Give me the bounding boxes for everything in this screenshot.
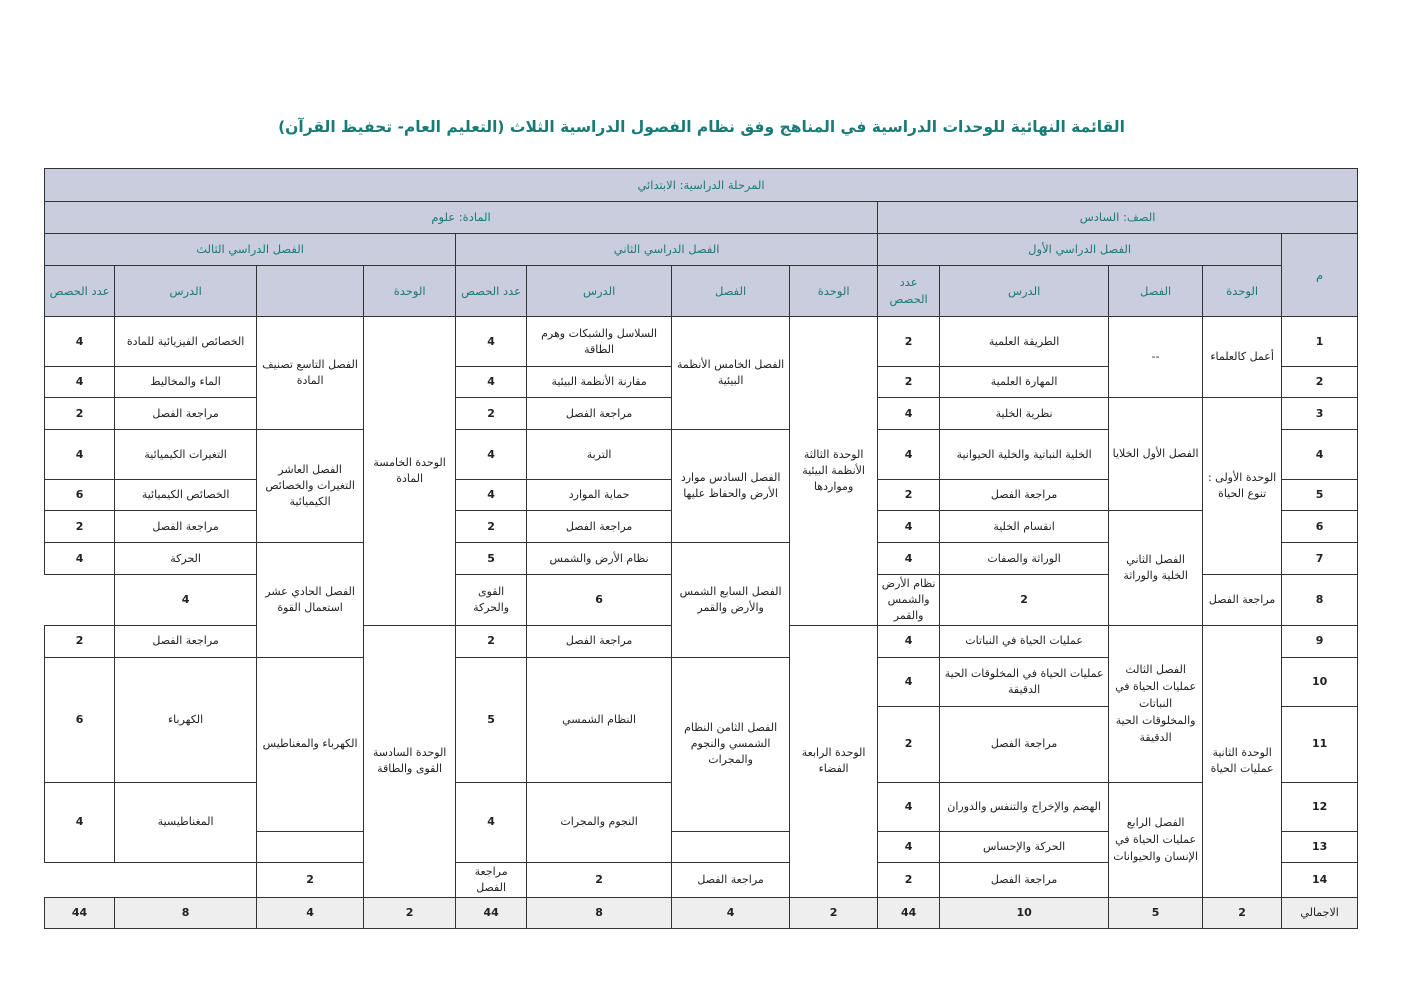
t3-lesson: الحركة [115, 543, 257, 575]
row-number: 13 [1282, 831, 1358, 862]
t3-periods: 4 [45, 782, 115, 862]
row-number: 11 [1282, 706, 1358, 782]
t3-lesson: الخصائص الفيزيائية للمادة [115, 317, 257, 367]
header-lesson: الدرس [527, 266, 672, 317]
t1-lesson: عمليات الحياة في المخلوقات الحية الدقيقة [940, 657, 1109, 706]
t1-periods: 2 [878, 862, 940, 897]
t2-periods: 2 [456, 625, 527, 657]
t1-periods: 4 [878, 625, 940, 657]
row-number: 10 [1282, 657, 1358, 706]
t2-periods: 2 [456, 398, 527, 430]
t2-periods: 4 [456, 430, 527, 480]
row-number: 3 [1282, 398, 1358, 430]
header-chapter: الفصل [672, 266, 790, 317]
t2-periods: 2 [527, 862, 672, 897]
t1-periods: 4 [878, 511, 940, 543]
t1-lesson: نظرية الخلية [940, 398, 1109, 430]
t1-periods: 2 [878, 706, 940, 782]
header-lesson: الدرس [115, 266, 257, 317]
t3-lesson: مراجعة الفصل [456, 862, 527, 897]
t2-lesson: التربة [527, 430, 672, 480]
t1-total-periods: 44 [878, 897, 940, 928]
header-chapter: الفصل [1109, 266, 1203, 317]
t1-periods: 4 [878, 430, 940, 480]
t1-periods: 4 [878, 657, 940, 706]
t2-periods: 4 [456, 317, 527, 367]
t3-periods: 2 [45, 625, 115, 657]
t1-total-lessons: 10 [940, 897, 1109, 928]
t2-lesson: مراجعة الفصل [527, 625, 672, 657]
row-number: 2 [1282, 367, 1358, 398]
t2-lesson: مراجعة الفصل [672, 862, 790, 897]
t1-lesson: الهضم والإخراج والتنفس والدوران [940, 782, 1109, 831]
t1-lesson: الحركة والإحساس [940, 831, 1109, 862]
subject-header: المادة: علوم [45, 202, 878, 234]
term1-header: الفصل الدراسي الأول [878, 234, 1282, 266]
t3-total-lessons: 8 [115, 897, 257, 928]
t3-chapter: الفصل التاسع تصنيف المادة [257, 317, 364, 430]
row-number: 4 [1282, 430, 1358, 480]
t2-chapter: الفصل الخامس الأنظمة البيئية [672, 317, 790, 430]
t2-lesson: النجوم والمجرات [527, 782, 672, 862]
t3-unit: الوحدة السادسة القوى والطاقة [364, 625, 456, 897]
t1-lesson: مراجعة الفصل [1203, 575, 1282, 626]
t3-lesson: الماء والمخاليط [115, 367, 257, 398]
t3-lesson: القوى والحركة [456, 575, 527, 626]
t1-periods: 2 [940, 575, 1109, 626]
t1-lesson: مراجعة الفصل [940, 706, 1109, 782]
row-number: 1 [1282, 317, 1358, 367]
t2-unit: الوحدة الثالثة الأنظمة البيئية ومواردها [790, 317, 878, 626]
t2-unit: الوحدة الرابعة الفضاء [790, 625, 878, 897]
t1-lesson: الخلية النباتية والخلية الحيوانية [940, 430, 1109, 480]
t2-chapter: الفصل السابع الشمس والأرض والقمر [672, 543, 790, 658]
t3-periods: 4 [45, 430, 115, 480]
t3-periods: 6 [45, 657, 115, 782]
term2-header: الفصل الدراسي الثاني [456, 234, 878, 266]
t3-lesson: المغناطيسية [115, 782, 257, 862]
t1-chapter: الفصل الرابع عمليات الحياة في الإنسان والحيوانات [1109, 782, 1203, 897]
row-number: 14 [1282, 862, 1358, 897]
t1-lesson: الطريقة العلمية [940, 317, 1109, 367]
t3-total-periods: 44 [45, 897, 115, 928]
t2-periods: 4 [456, 367, 527, 398]
row-number: 7 [1282, 543, 1358, 575]
t3-periods: 4 [45, 543, 115, 575]
t2-total-chapters: 4 [672, 897, 790, 928]
t2-periods: 2 [456, 511, 527, 543]
t2-lesson: السلاسل والشبكات وهرم الطاقة [527, 317, 672, 367]
t1-periods: 4 [878, 543, 940, 575]
totals-label: الاجمالي [1282, 897, 1358, 928]
t2-periods: 5 [456, 543, 527, 575]
row-number: 12 [1282, 782, 1358, 831]
header-periods: عدد الحصص [45, 266, 115, 317]
t2-lesson: النظام الشمسي [527, 657, 672, 782]
t1-periods: 4 [878, 782, 940, 831]
t1-periods: 2 [878, 367, 940, 398]
t3-lesson: التغيرات الكيميائية [115, 430, 257, 480]
row-number: 9 [1282, 625, 1358, 657]
t3-chapter: الفصل العاشر التغيرات والخصائص الكيميائية [257, 430, 364, 543]
header-unit: الوحدة [364, 266, 456, 317]
t1-periods: 4 [878, 398, 940, 430]
header-periods: عدد الحصص [878, 266, 940, 317]
t1-lesson: عمليات الحياة في النباتات [940, 625, 1109, 657]
t1-lesson: انقسام الخلية [940, 511, 1109, 543]
t1-periods: 2 [878, 480, 940, 511]
t3-unit: الوحدة الخامسة المادة [364, 317, 456, 626]
t2-lesson: مراجعة الفصل [527, 398, 672, 430]
page-title: القائمة النهائية للوحدات الدراسية في المناهج وفق نظام الفصول الدراسية الثلاث (التعليم العام- تحفيظ القرآن) [278, 118, 1125, 136]
t2-lesson: مراجعة الفصل [527, 511, 672, 543]
t1-chapter: الفصل الثالث عمليات الحياة في النباتات والمخلوقات الحية الدقيقة [1109, 625, 1203, 782]
t2-periods: 6 [527, 575, 672, 626]
t3-periods: 6 [45, 480, 115, 511]
row-number: 8 [1282, 575, 1358, 626]
t3-lesson: الكهرباء [115, 657, 257, 782]
stage-header: المرحلة الدراسية: الابتدائي [45, 169, 1358, 202]
t3-total-chapters: 4 [257, 897, 364, 928]
header-unit: الوحدة [790, 266, 878, 317]
t3-periods: 2 [257, 862, 364, 897]
header-periods: عدد الحصص [456, 266, 527, 317]
header-chapter [257, 266, 364, 317]
term3-header: الفصل الدراسي الثالث [45, 234, 456, 266]
header-m: م [1282, 234, 1358, 317]
t1-periods: 2 [878, 317, 940, 367]
t3-periods: 4 [45, 317, 115, 367]
t1-periods: 4 [878, 831, 940, 862]
header-unit: الوحدة [1203, 266, 1282, 317]
t3-lesson: مراجعة الفصل [115, 511, 257, 543]
row-number: 5 [1282, 480, 1358, 511]
t3-chapter: الفصل الحادي عشر استعمال القوة [257, 543, 364, 658]
t2-total-lessons: 8 [527, 897, 672, 928]
t3-periods: 2 [45, 398, 115, 430]
t3-periods: 4 [115, 575, 257, 626]
t1-total-units: 2 [1203, 897, 1282, 928]
row-number: 6 [1282, 511, 1358, 543]
t2-periods: 5 [456, 657, 527, 782]
t1-lesson: مراجعة الفصل [940, 480, 1109, 511]
t3-lesson: مراجعة الفصل [115, 625, 257, 657]
t3-periods: 4 [45, 367, 115, 398]
t1-lesson: المهارة العلمية [940, 367, 1109, 398]
t1-unit: الوحدة الأولى : تنوع الحياة [1203, 398, 1282, 575]
t1-unit: أعمل كالعلماء [1203, 317, 1282, 398]
t2-periods: 4 [456, 782, 527, 862]
t2-lesson: حماية الموارد [527, 480, 672, 511]
curriculum-table [44, 168, 1358, 929]
t2-lesson: مقارنة الأنظمة البيئية [527, 367, 672, 398]
t3-periods: 2 [45, 511, 115, 543]
t1-lesson: الوراثة والصفات [940, 543, 1109, 575]
grade-header: الصف: السادس [878, 202, 1358, 234]
t1-lesson: مراجعة الفصل [940, 862, 1109, 897]
t1-chapter: -- [1109, 317, 1203, 398]
t1-total-chapters: 5 [1109, 897, 1203, 928]
t2-total-units: 2 [790, 897, 878, 928]
t2-periods: 4 [456, 480, 527, 511]
t2-lesson: نظام الأرض والشمس والقمر [878, 575, 940, 626]
t1-chapter: الفصل الأول الخلايا [1109, 398, 1203, 511]
header-lesson: الدرس [940, 266, 1109, 317]
t1-chapter: الفصل الثاني الخلية والوراثة [1109, 511, 1203, 626]
t2-lesson: نظام الأرض والشمس [527, 543, 672, 575]
t3-chapter: الكهرباء والمغناطيس [257, 657, 364, 831]
t2-total-periods: 44 [456, 897, 527, 928]
t3-total-units: 2 [364, 897, 456, 928]
t1-unit: الوحدة الثانية عمليات الحياة [1203, 625, 1282, 897]
t2-chapter: الفصل الثامن النظام الشمسي والنجوم والمجرات [672, 657, 790, 831]
t3-lesson: الخصائص الكيميائية [115, 480, 257, 511]
curriculum-table-wrapper [44, 168, 1358, 929]
totals-row [45, 897, 1358, 928]
t2-chapter: الفصل السادس موارد الأرض والحفاظ عليها [672, 430, 790, 543]
t3-lesson: مراجعة الفصل [115, 398, 257, 430]
